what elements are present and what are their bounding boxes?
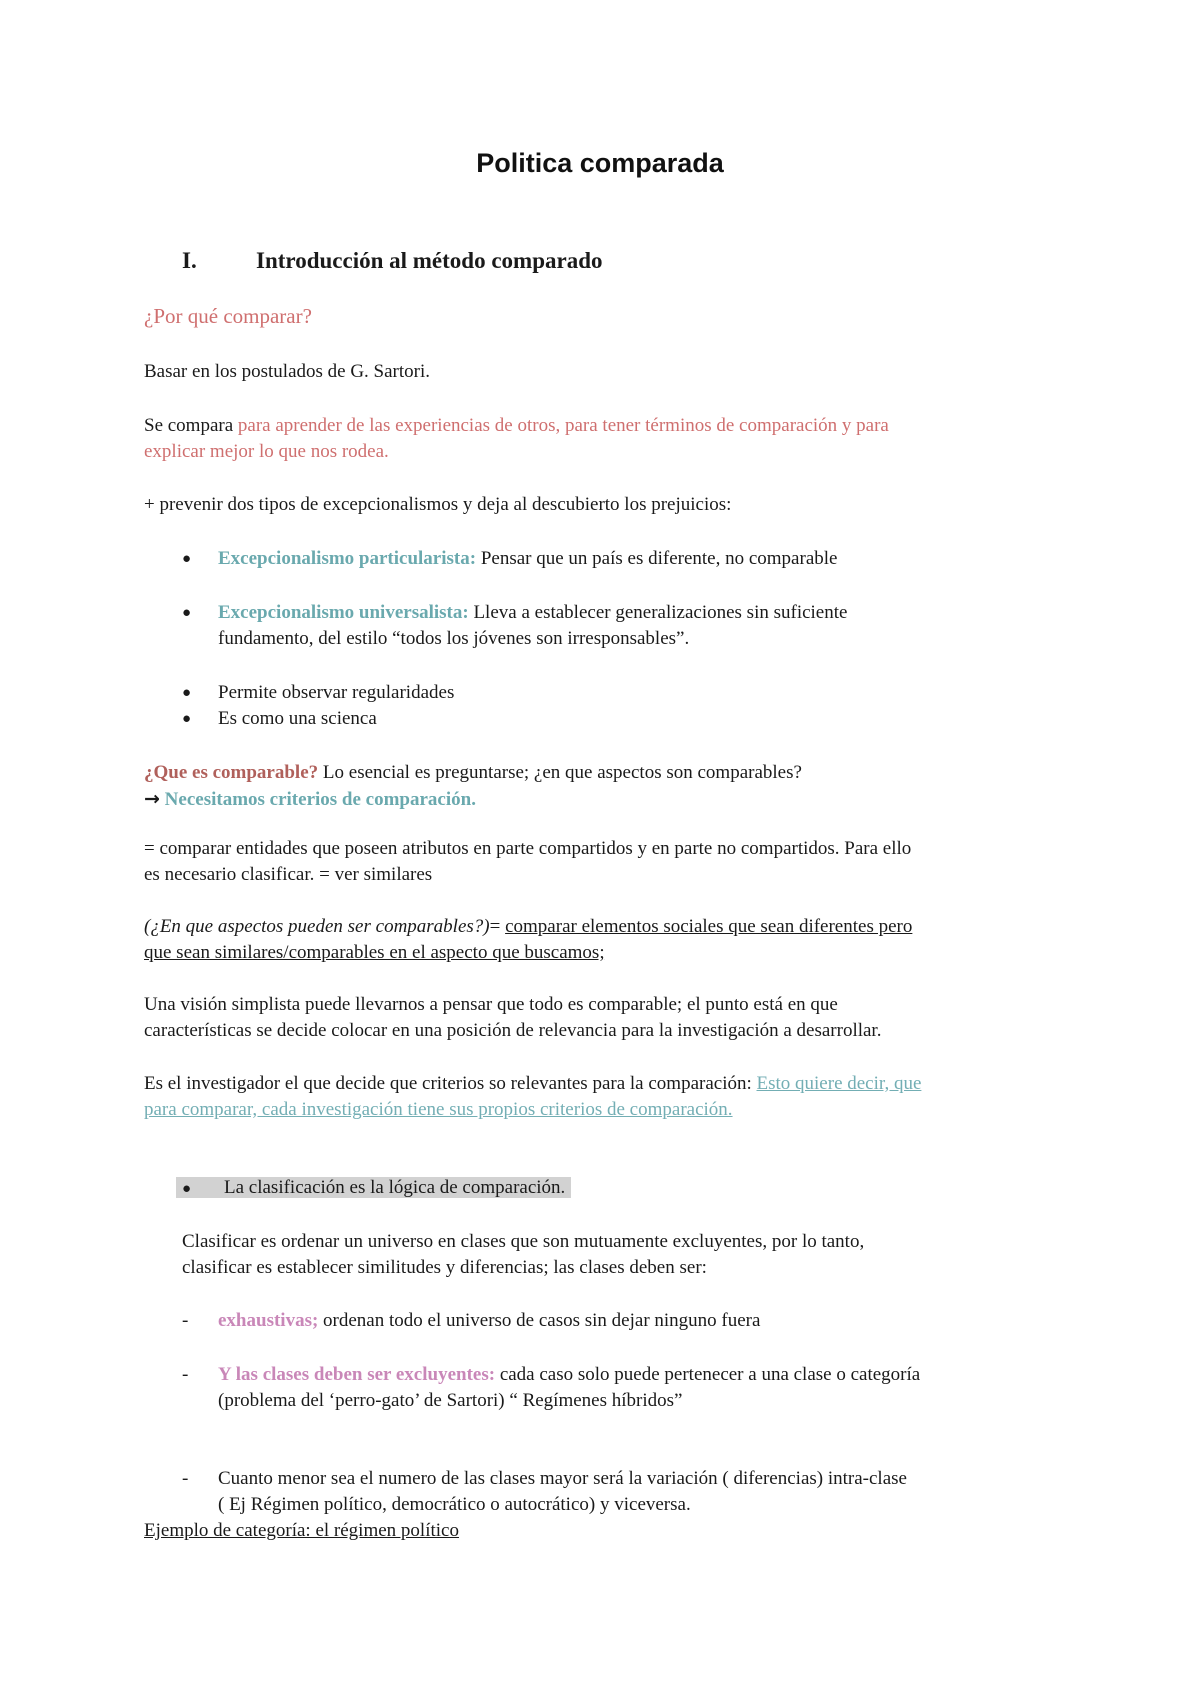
investigador-link1: Esto quiere decir, que	[756, 1073, 922, 1094]
bullet-dot: ●	[182, 711, 192, 727]
aspectos-italic: (¿En que aspectos pueden ser comparables?)	[144, 916, 490, 937]
comparable-paragraph	[144, 760, 802, 813]
section-heading-text: Introducción al método comparado	[256, 248, 603, 273]
aspectos-eq: =	[489, 916, 506, 937]
bullet-universalista	[218, 600, 847, 652]
clasificar-paragraph	[182, 1229, 864, 1281]
criteria-text: Necesitamos criterios de comparación.	[159, 789, 476, 810]
investigador-link2: para comparar, cada investigación tiene sus propios criterios de comparación.	[144, 1099, 733, 1120]
compara-line2: explicar mejor lo que nos rodea.	[144, 441, 389, 462]
comparable-text: Lo esencial es preguntarse; ¿en que aspectos son comparables?	[318, 762, 802, 783]
bullet-dot: ●	[182, 1181, 192, 1197]
section-number: I.	[182, 248, 197, 273]
bullet-dot: ●	[182, 685, 192, 701]
vision-line1: Una visión simplista puede llevarnos a pensar que todo es comparable; el punto está en que	[144, 994, 838, 1015]
excluyentes-label: Y las clases deben ser excluyentes:	[218, 1364, 496, 1385]
arrow-icon: →	[144, 788, 160, 810]
excluyentes-line2: (problema del ‘perro-gato’ de Sartori) “ Regímenes híbridos”	[218, 1390, 683, 1411]
compara-lead: Se compara	[144, 415, 238, 436]
clasificacion-text: La clasificación es la lógica de comparación.	[224, 1177, 566, 1198]
investigador-lead: Es el investigador el que decide que criterios so relevantes para la comparación:	[144, 1073, 757, 1094]
equal-line1: = comparar entidades que poseen atributos en parte compartidos y en parte no compartidos. Para ello	[144, 838, 912, 859]
section-heading	[182, 246, 603, 276]
aspectos-paragraph	[144, 914, 912, 966]
bullet-particularista	[218, 546, 837, 572]
dash-exhaustivas	[218, 1308, 760, 1334]
universalista-label: Excepcionalismo universalista:	[218, 602, 469, 623]
clasificacion-highlight	[176, 1177, 571, 1198]
dash-marker: -	[182, 1468, 189, 1489]
clasificar-line2: clasificar es establecer similitudes y diferencias; las clases deben ser:	[182, 1257, 707, 1278]
dash-clases	[218, 1466, 907, 1518]
vision-paragraph	[144, 992, 881, 1044]
bullet-dot: ●	[182, 605, 192, 621]
why-compare-heading: ¿Por qué comparar?	[144, 304, 312, 328]
aspectos-underline1: comparar elementos sociales que sean diferentes pero	[505, 916, 913, 937]
dash-marker: -	[182, 1310, 189, 1331]
clasificar-line1: Clasificar es ordenar un universo en clases que son mutuamente excluyentes, por lo tanto,	[182, 1231, 865, 1252]
sartori-paragraph: Basar en los postulados de G. Sartori.	[144, 361, 431, 382]
clases-line1: Cuanto menor sea el numero de las clases mayor será la variación ( diferencias) intra-clase	[218, 1468, 907, 1489]
bullet-dot: ●	[182, 551, 192, 567]
ejemplo-line: Ejemplo de categoría: el régimen político	[144, 1520, 459, 1541]
bullet-scienca: Es como una scienca	[218, 708, 377, 729]
document-title: Politica comparada	[476, 148, 724, 178]
particularista-label: Excepcionalismo particularista:	[218, 548, 477, 569]
comparable-question: ¿Que es comparable?	[144, 762, 319, 783]
universalista-line2: fundamento, del estilo “todos los jóvenes son irresponsables”.	[218, 628, 690, 649]
prevenir-paragraph: + prevenir dos tipos de excepcionalismos y deja al descubierto los prejuicios:	[144, 494, 732, 515]
investigador-paragraph	[144, 1071, 921, 1123]
exhaustivas-text: ordenan todo el universo de casos sin dejar ninguno fuera	[318, 1310, 761, 1331]
aspectos-underline2: que sean similares/comparables en el aspecto que buscamos;	[144, 942, 605, 963]
equal-line2: es necesario clasificar. = ver similares	[144, 864, 433, 885]
clasificacion-bullet	[176, 1175, 571, 1202]
compara-paragraph	[144, 413, 889, 465]
vision-line2: características se decide colocar en una posición de relevancia para la investigación a desarrollar.	[144, 1020, 882, 1041]
universalista-text: Lleva a establecer generalizaciones sin suficiente	[468, 602, 848, 623]
bullet-regularidades: Permite observar regularidades	[218, 682, 455, 703]
clases-line2: ( Ej Régimen político, democrático o autocrático) y viceversa.	[218, 1494, 691, 1515]
compara-line1: para aprender de las experiencias de otros, para tener términos de comparación y para	[237, 415, 889, 436]
dash-marker: -	[182, 1364, 189, 1385]
equal-paragraph	[144, 836, 911, 888]
dash-excluyentes	[218, 1362, 920, 1414]
particularista-text: Pensar que un país es diferente, no comparable	[476, 548, 838, 569]
excluyentes-text: cada caso solo puede pertenecer a una clase o categoría	[495, 1364, 921, 1385]
exhaustivas-label: exhaustivas;	[218, 1310, 319, 1331]
